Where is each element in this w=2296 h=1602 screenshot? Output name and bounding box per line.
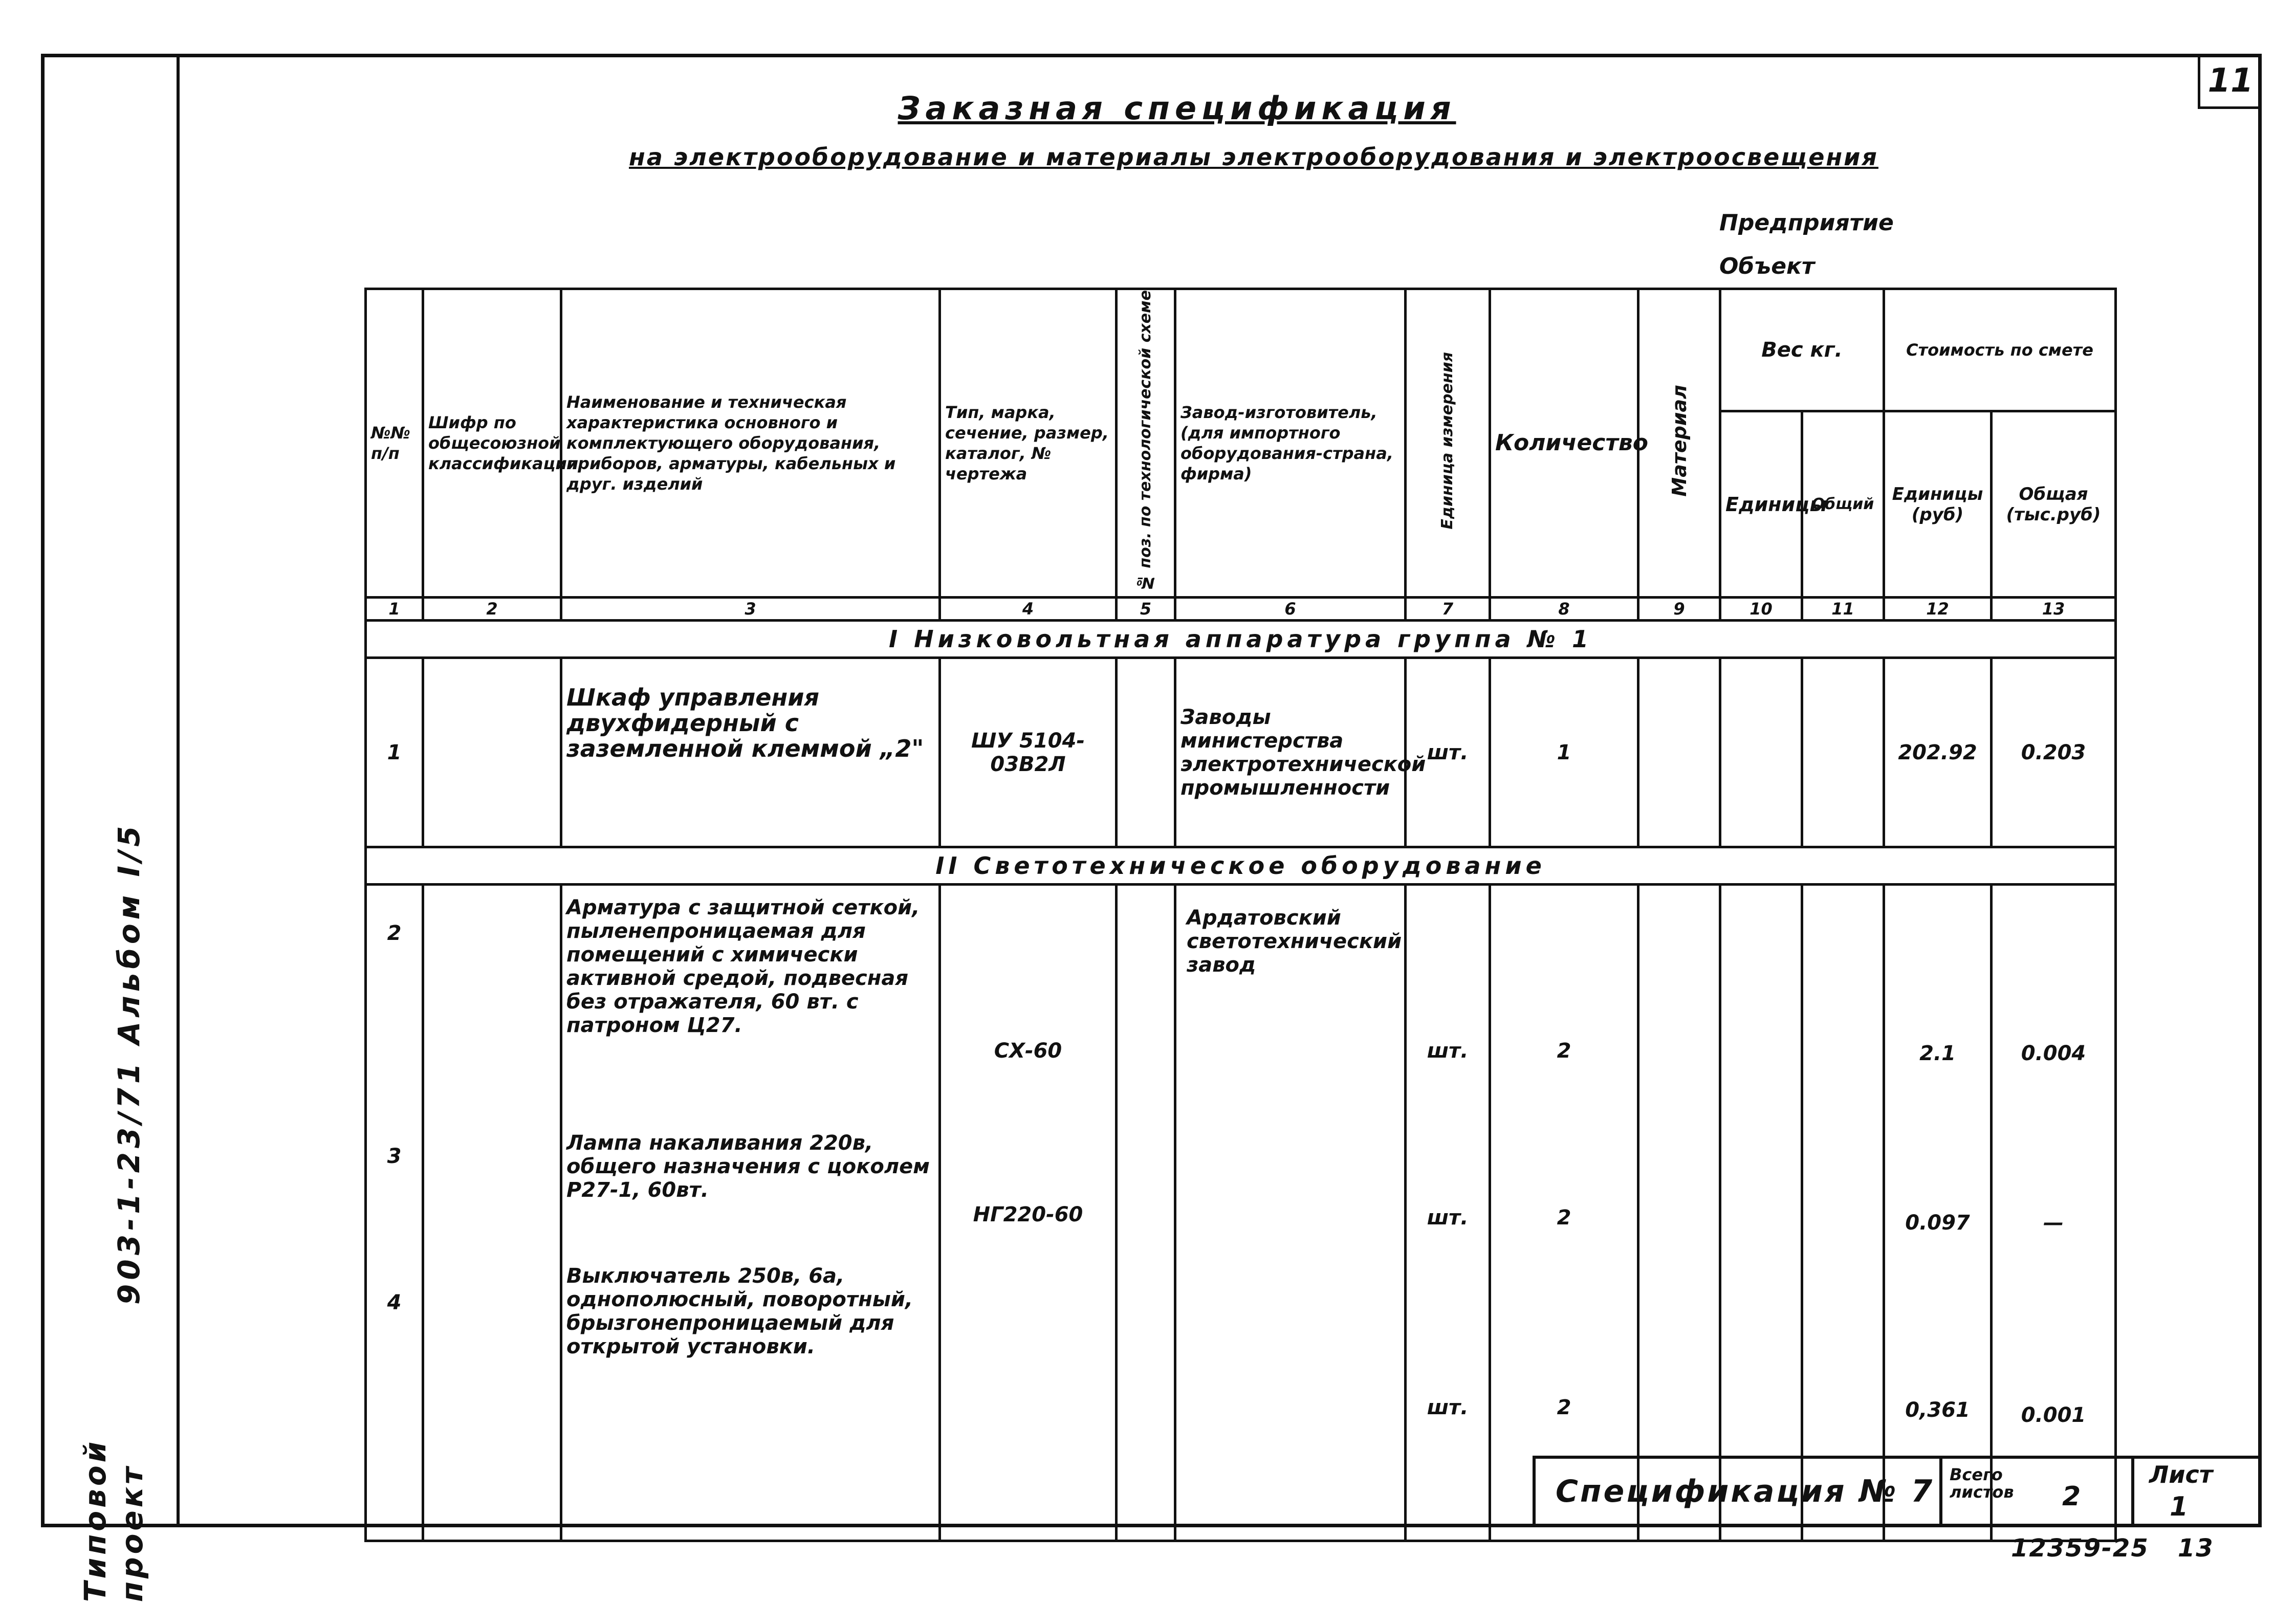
header-weight-unit: Единицы: [1720, 411, 1802, 598]
header-type: Тип, марка, сечение, размер, каталог, № чертежа: [940, 289, 1117, 598]
rows-unit-cell: [1406, 885, 1490, 1541]
title-block-sheet-value: 1: [2170, 1491, 2189, 1522]
section-title: I Низковольтная аппаратура группа № 1: [366, 621, 2116, 658]
row-unit: шт.: [1427, 1039, 1469, 1063]
row-num: 2: [387, 921, 402, 946]
row-cost-total: 0.203: [1992, 658, 2116, 847]
row-factory: Заводы министерства электротехнической промышленности: [1175, 658, 1406, 847]
table-row: [366, 658, 2116, 847]
row-qty: 2: [1557, 1039, 1571, 1063]
colnum: 6: [1175, 598, 1406, 621]
header-material: [1638, 289, 1720, 598]
rows-type-cell: [940, 885, 1117, 1541]
title-block-total-label: Всего листов: [1950, 1465, 2014, 1502]
header-name: Наименование и техническая характеристика основного и комплектующего оборудования, приборов, арматуры, кабельных и друг. изделий: [561, 289, 940, 598]
row-num: 3: [387, 1145, 402, 1169]
title-block-sheet-label: Лист: [2149, 1461, 2213, 1488]
side-project-label: Типовой проект: [78, 1438, 149, 1602]
document-subtitle: на электрооборудование и материалы электрооборудования и электроосвещения: [629, 143, 1878, 171]
row-name: Выключатель 250в, 6а, однополюсный, поворотный, брызгонепроницаемый для открытой установки.: [566, 1264, 913, 1359]
row-unit: шт.: [1427, 1206, 1469, 1230]
row-type: ШУ 5104-03В2Л: [940, 658, 1117, 847]
row-cost-total: 0.001: [2021, 1403, 2086, 1428]
header-position-text: № поз. по технологической схеме: [1136, 290, 1154, 592]
row-type: СХ-60: [994, 1039, 1062, 1063]
header-unit: [1406, 289, 1490, 598]
rows-name-cell: [561, 885, 940, 1541]
rows-cost-unit-cell: [1884, 885, 1992, 1541]
row-cost-unit: 0.097: [1905, 1211, 1970, 1235]
colnum: 5: [1117, 598, 1175, 621]
row-position: [1117, 658, 1175, 847]
section-row: [366, 621, 2116, 658]
specification-table: [364, 288, 2117, 1542]
rows-num-cell: [366, 885, 423, 1541]
rows-qty-cell: [1490, 885, 1638, 1541]
header-position: [1117, 289, 1175, 598]
colnum: 11: [1802, 598, 1884, 621]
row-cost-total: 0.004: [2021, 1042, 2086, 1066]
section-row: [366, 847, 2116, 885]
row-unit: шт.: [1427, 1396, 1469, 1420]
header-code: Шифр по общесоюзной классификации: [423, 289, 561, 598]
title-block-total-value: 2: [2062, 1481, 2081, 1512]
document-title: Заказная спецификация: [898, 90, 1456, 127]
row-qty: 2: [1557, 1396, 1571, 1420]
sheet-number: 11: [2198, 55, 2261, 109]
enterprise-label: Предприятие: [1719, 210, 1894, 236]
header-num: №№ п/п: [366, 289, 423, 598]
title-block-spec: Спецификация № 7: [1556, 1474, 1935, 1509]
row-cost-total: —: [2043, 1211, 2064, 1235]
section-title: II Светотехническое оборудование: [366, 847, 2116, 885]
footer-code: 12359-25 13: [2011, 1534, 2214, 1563]
header-cost-unit: Единицы (руб): [1884, 411, 1992, 598]
row-name: Арматура с защитной сеткой, пыленепроницаемая для помещений с химически активной средой, подвесная без отражателя, 60 вт. с патроном Ц27.: [566, 896, 920, 1038]
header-weight: Вес кг.: [1720, 289, 1884, 411]
row-weight-unit: [1720, 658, 1802, 847]
colnum: 3: [561, 598, 940, 621]
header-weight-total: Общий: [1802, 411, 1884, 598]
colnum: 8: [1490, 598, 1638, 621]
row-num: 4: [387, 1291, 402, 1315]
row-cost-unit: 0,361: [1905, 1398, 1970, 1422]
title-block-divider: [1939, 1456, 1942, 1527]
colnum: 13: [1992, 598, 2116, 621]
colnum: 4: [940, 598, 1117, 621]
header-material-text: Материал: [1668, 385, 1691, 497]
header-cost: Стоимость по смете: [1884, 289, 2116, 411]
row-name: Шкаф управления двухфидерный с заземленной клеммой „2": [561, 658, 940, 847]
colnum: 10: [1720, 598, 1802, 621]
rows-weight-total-cell: [1802, 885, 1884, 1541]
rows-material-cell: [1638, 885, 1720, 1541]
table-row-group: [366, 885, 2116, 1541]
colnum: 1: [366, 598, 423, 621]
row-cost-unit: 2.1: [1919, 1042, 1956, 1066]
row-factory: Ардатовский светотехнический завод: [1175, 885, 1406, 1541]
row-type: НГ220-60: [973, 1203, 1083, 1227]
rows-weight-unit-cell: [1720, 885, 1802, 1541]
colnum: 2: [423, 598, 561, 621]
row-material: [1638, 658, 1720, 847]
row-code: [423, 658, 561, 847]
row-name: Лампа накаливания 220в, общего назначения с цоколем Р27-1, 60вт.: [566, 1131, 930, 1202]
object-label: Объект: [1719, 253, 1815, 279]
title-block-divider: [2131, 1456, 2134, 1527]
row-weight-total: [1802, 658, 1884, 847]
rows-code-cell: [423, 885, 561, 1541]
header-unit-text: Единица измерения: [1438, 352, 1456, 530]
header-factory: Завод-изготовитель, (для импортного оборудования-страна, фирма): [1175, 289, 1406, 598]
column-number-row: [366, 598, 2116, 621]
colnum: 7: [1406, 598, 1490, 621]
row-num: 1: [366, 658, 423, 847]
header-cost-total: Общая (тыс.руб): [1992, 411, 2116, 598]
side-album-label: 903-1-23/71 Альбом I/5: [112, 822, 146, 1305]
rows-position-cell: [1117, 885, 1175, 1541]
row-qty: 2: [1557, 1206, 1571, 1230]
row-unit: шт.: [1406, 658, 1490, 847]
header-qty: Количество: [1490, 289, 1638, 598]
colnum: 12: [1884, 598, 1992, 621]
row-cost-unit: 202.92: [1884, 658, 1992, 847]
colnum: 9: [1638, 598, 1720, 621]
rows-cost-total-cell: [1992, 885, 2116, 1541]
row-qty: 1: [1490, 658, 1638, 847]
